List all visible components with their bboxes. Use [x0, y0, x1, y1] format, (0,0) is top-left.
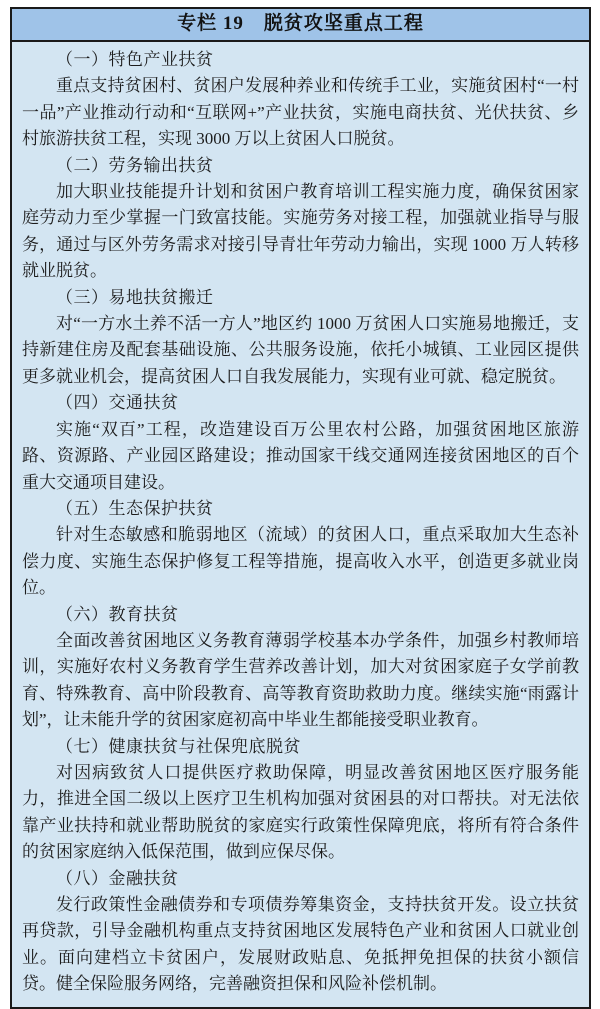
document-section — [22, 602, 579, 734]
section-heading: （四）交通扶贫 — [56, 393, 179, 413]
section-paragraph: 全面改善贫困地区义务教育薄弱学校基本办学条件，加强乡村教师培训，实施好农村义务教育学生营养改善计划，加大对贫困家庭子女学前教育、特殊教育、高中阶段教育、高等教育资助救助力度。继续实施“雨露计划”，让未能升学的贫困家庭初高中毕业生都能接受职业教育。 — [22, 630, 579, 730]
document-section — [22, 496, 579, 602]
panel-title: 专栏 19 脱贫攻坚重点工程 — [177, 13, 424, 34]
section-heading: （七）健康扶贫与社保兜底脱贫 — [56, 736, 301, 756]
section-heading: （五）生态保护扶贫 — [56, 498, 214, 518]
panel-header — [12, 9, 589, 42]
document-section — [22, 390, 579, 496]
document-section — [22, 153, 579, 285]
section-heading: （三）易地扶贫搬迁 — [56, 287, 214, 307]
section-heading: （二）劳务输出扶贫 — [56, 155, 214, 175]
document-section — [22, 47, 579, 153]
section-paragraph: 重点支持贫困村、贫困户发展种养业和传统手工业，实施贫困村“一村一品”产业推动行动和“互联网+”产业扶贫，实施电商扶贫、光伏扶贫、乡村旅游扶贫工程，实现 3000 万以上贫困人口脱贫。 — [22, 76, 579, 149]
section-paragraph: 发行政策性金融债券和专项债券筹集资金，支持扶贫开发。设立扶贫再贷款，引导金融机构重点支持贫困地区发展特色产业和贫困人口就业创业。面向建档立卡贫困户，发展财政贴息、免抵押免担保的扶贫小额信贷。健全保险服务网络，完善融资担保和风险补偿机制。 — [22, 895, 579, 994]
document-section — [22, 285, 579, 391]
section-heading: （一）特色产业扶贫 — [56, 50, 214, 69]
section-heading: （六）教育扶贫 — [56, 604, 179, 624]
section-paragraph: 对因病致贫人口提供医疗救助保障，明显改善贫困地区医疗服务能力，推进全国二级以上医疗卫生机构加强对贫困县的对口帮扶。对无法依靠产业扶持和就业帮助脱贫的家庭实行政策性保障兜底，将所有符合条件的贫困家庭纳入低保范围，做到应保尽保。 — [22, 762, 579, 862]
section-paragraph: 对“一方水土养不活一方人”地区约 1000 万贫困人口实施易地搬迁，支持新建住房及配套基础设施、公共服务设施，依托小城镇、工业园区提供更多就业机会，提高贫困人口自我发展能力，实现有业可就、稳定脱贫。 — [22, 314, 579, 386]
document-section — [22, 734, 579, 866]
panel-body — [12, 42, 589, 1007]
document-section — [22, 866, 579, 998]
section-paragraph: 实施“双百”工程，改造建设百万公里农村公路，加强贫困地区旅游路、资源路、产业园区路建设；推动国家干线交通网连接贫困地区的百个重大交通项目建设。 — [22, 419, 579, 492]
section-paragraph: 加大职业技能提升计划和贫困户教育培训工程实施力度，确保贫困家庭劳动力至少掌握一门致富技能。实施劳务对接工程，加强就业指导与服务，通过与区外劳务需求对接引导青壮年劳动力输出，实现 1000 万人转移就业脱贫。 — [22, 182, 579, 281]
section-heading: （八）金融扶贫 — [56, 868, 179, 888]
highlight-box-panel — [10, 7, 591, 1009]
section-paragraph: 针对生态敏感和脆弱地区（流域）的贫困人口，重点采取加大生态补偿力度、实施生态保护修复工程等措施，提高收入水平，创造更多就业岗位。 — [22, 525, 579, 598]
